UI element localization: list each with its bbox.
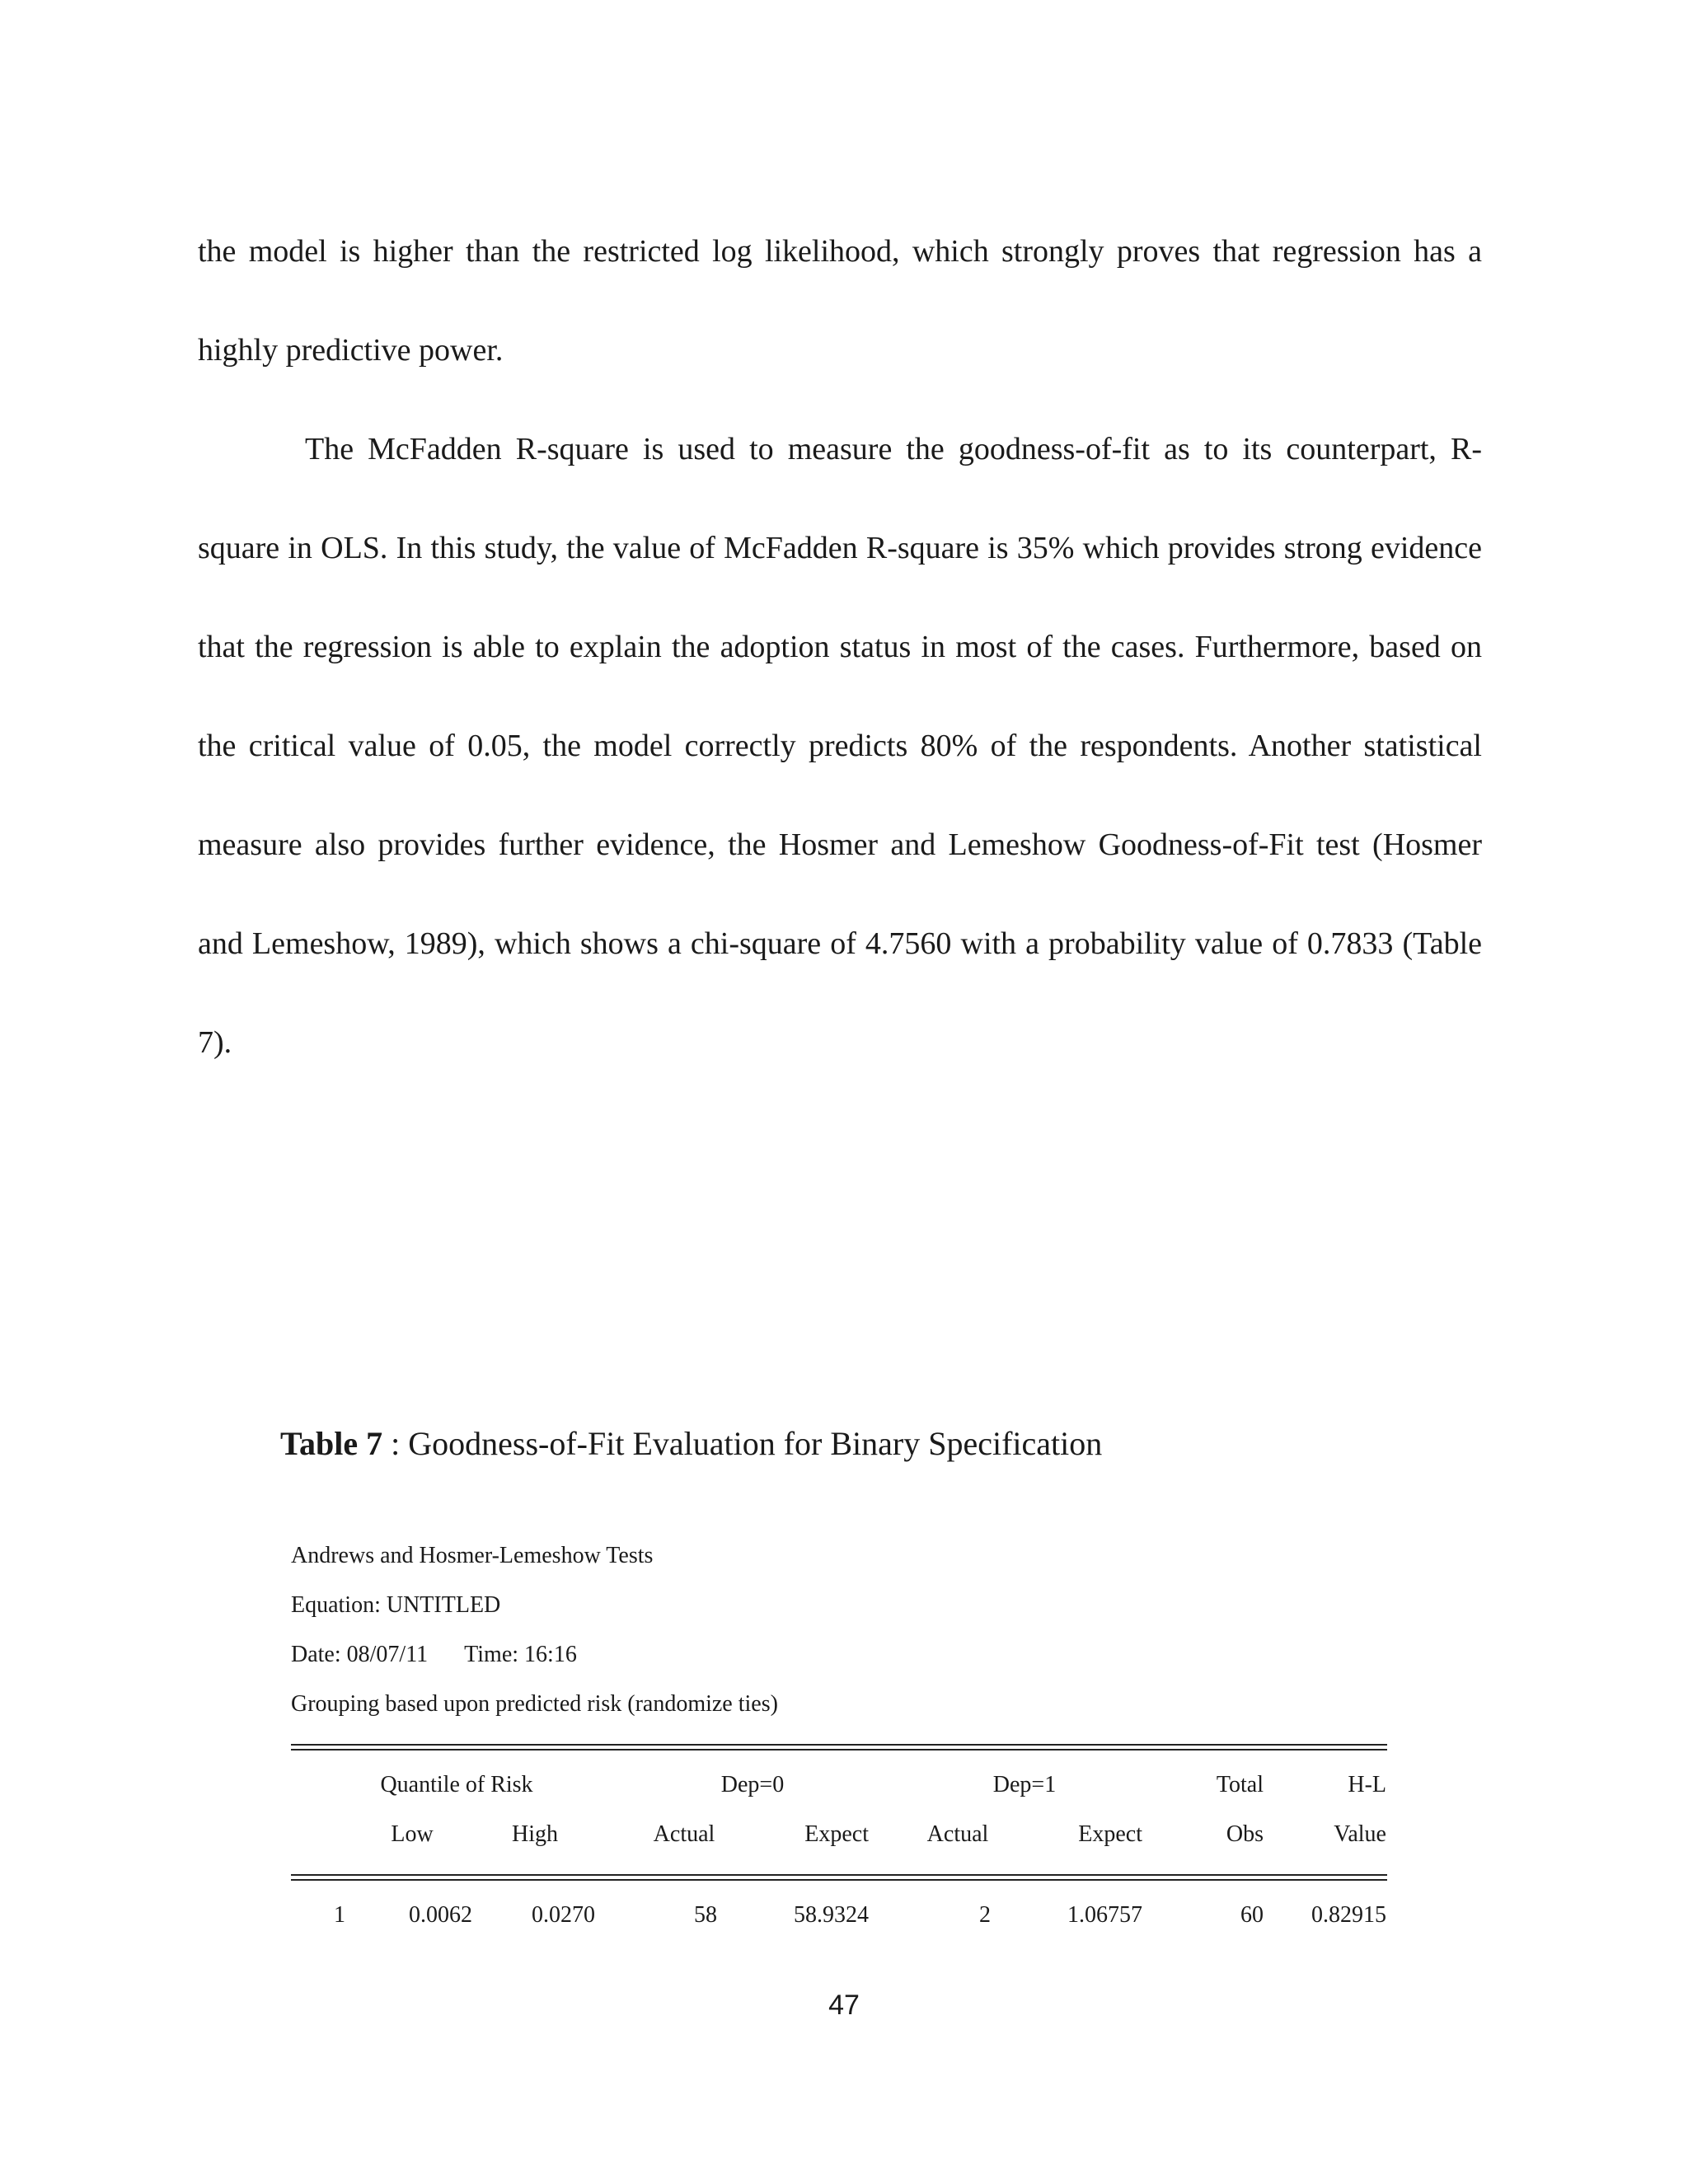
- table-grouping: Grouping based upon predicted risk (randomize ties): [291, 1691, 778, 1717]
- table-cell-dep1-expect: 1.06757: [1067, 1902, 1142, 1928]
- table-cell-dep0-expect: 58.9324: [794, 1902, 869, 1928]
- paragraph-continuation: the model is higher than the restricted log likelihood, which strongly proves that regression has a highly predictive power.: [198, 234, 1482, 368]
- header-dep0-expect: Expect: [804, 1821, 869, 1847]
- table-cell-hl-value: 0.82915: [1311, 1902, 1386, 1928]
- header-low: Low: [391, 1821, 434, 1847]
- header-obs: Obs: [1226, 1821, 1264, 1847]
- table-cell-index: 1: [334, 1902, 345, 1928]
- table-cell-dep0-actual: 58: [694, 1902, 717, 1928]
- table-time: Time: 16:16: [464, 1642, 577, 1667]
- table-cell-total-obs: 60: [1240, 1902, 1264, 1928]
- header-high: High: [512, 1821, 558, 1847]
- header-dep0-actual: Actual: [653, 1821, 715, 1847]
- table-cell-dep1-actual: 2: [979, 1902, 991, 1928]
- table-title-label: Table 7: [280, 1425, 383, 1462]
- table-cell-low: 0.0062: [409, 1902, 472, 1928]
- paragraph-mcfadden: The McFadden R-square is used to measure the goodness-of-fit as to its counterpart, R-square in OLS. In this study, the value of McFadden R-square is 35% which provides strong evidence that the regression is able to explain the adoption status in most of the cases. Furthermore, based on the critical value of 0.05, the model correctly predicts 80% of the respondents. Another statistical measure also provides further evidence, the Hosmer and Lemeshow Goodness-of-Fit test (Hosmer and Lemeshow, 1989), which shows a chi-square of 4.7560 with a probability value of 0.7833 (Table 7).: [198, 432, 1482, 1060]
- table-header-rule: [291, 1874, 1387, 1881]
- table-date: Date: 08/07/11: [291, 1642, 429, 1667]
- header-dep1-expect: Expect: [1078, 1821, 1142, 1847]
- header-dep0: Dep=0: [720, 1772, 785, 1797]
- table-top-rule: [291, 1744, 1387, 1750]
- table-datetime: [291, 1642, 577, 1668]
- header-hl: H-L: [1348, 1772, 1386, 1797]
- header-total: Total: [1216, 1772, 1264, 1797]
- table-equation: Equation: UNTITLED: [291, 1592, 501, 1618]
- header-quantile-of-risk: Quantile of Risk: [380, 1772, 533, 1797]
- header-value: Value: [1334, 1821, 1386, 1847]
- table-test-name: Andrews and Hosmer-Lemeshow Tests: [291, 1543, 654, 1568]
- table-title-text: : Goodness-of-Fit Evaluation for Binary Specification: [382, 1425, 1103, 1462]
- table-cell-high: 0.0270: [532, 1902, 595, 1928]
- table-title: [280, 1424, 1102, 1463]
- header-dep1: Dep=1: [992, 1772, 1057, 1797]
- body-text: [198, 202, 1482, 1092]
- header-dep1-actual: Actual: [926, 1821, 989, 1847]
- page-number: 47: [828, 1990, 860, 2021]
